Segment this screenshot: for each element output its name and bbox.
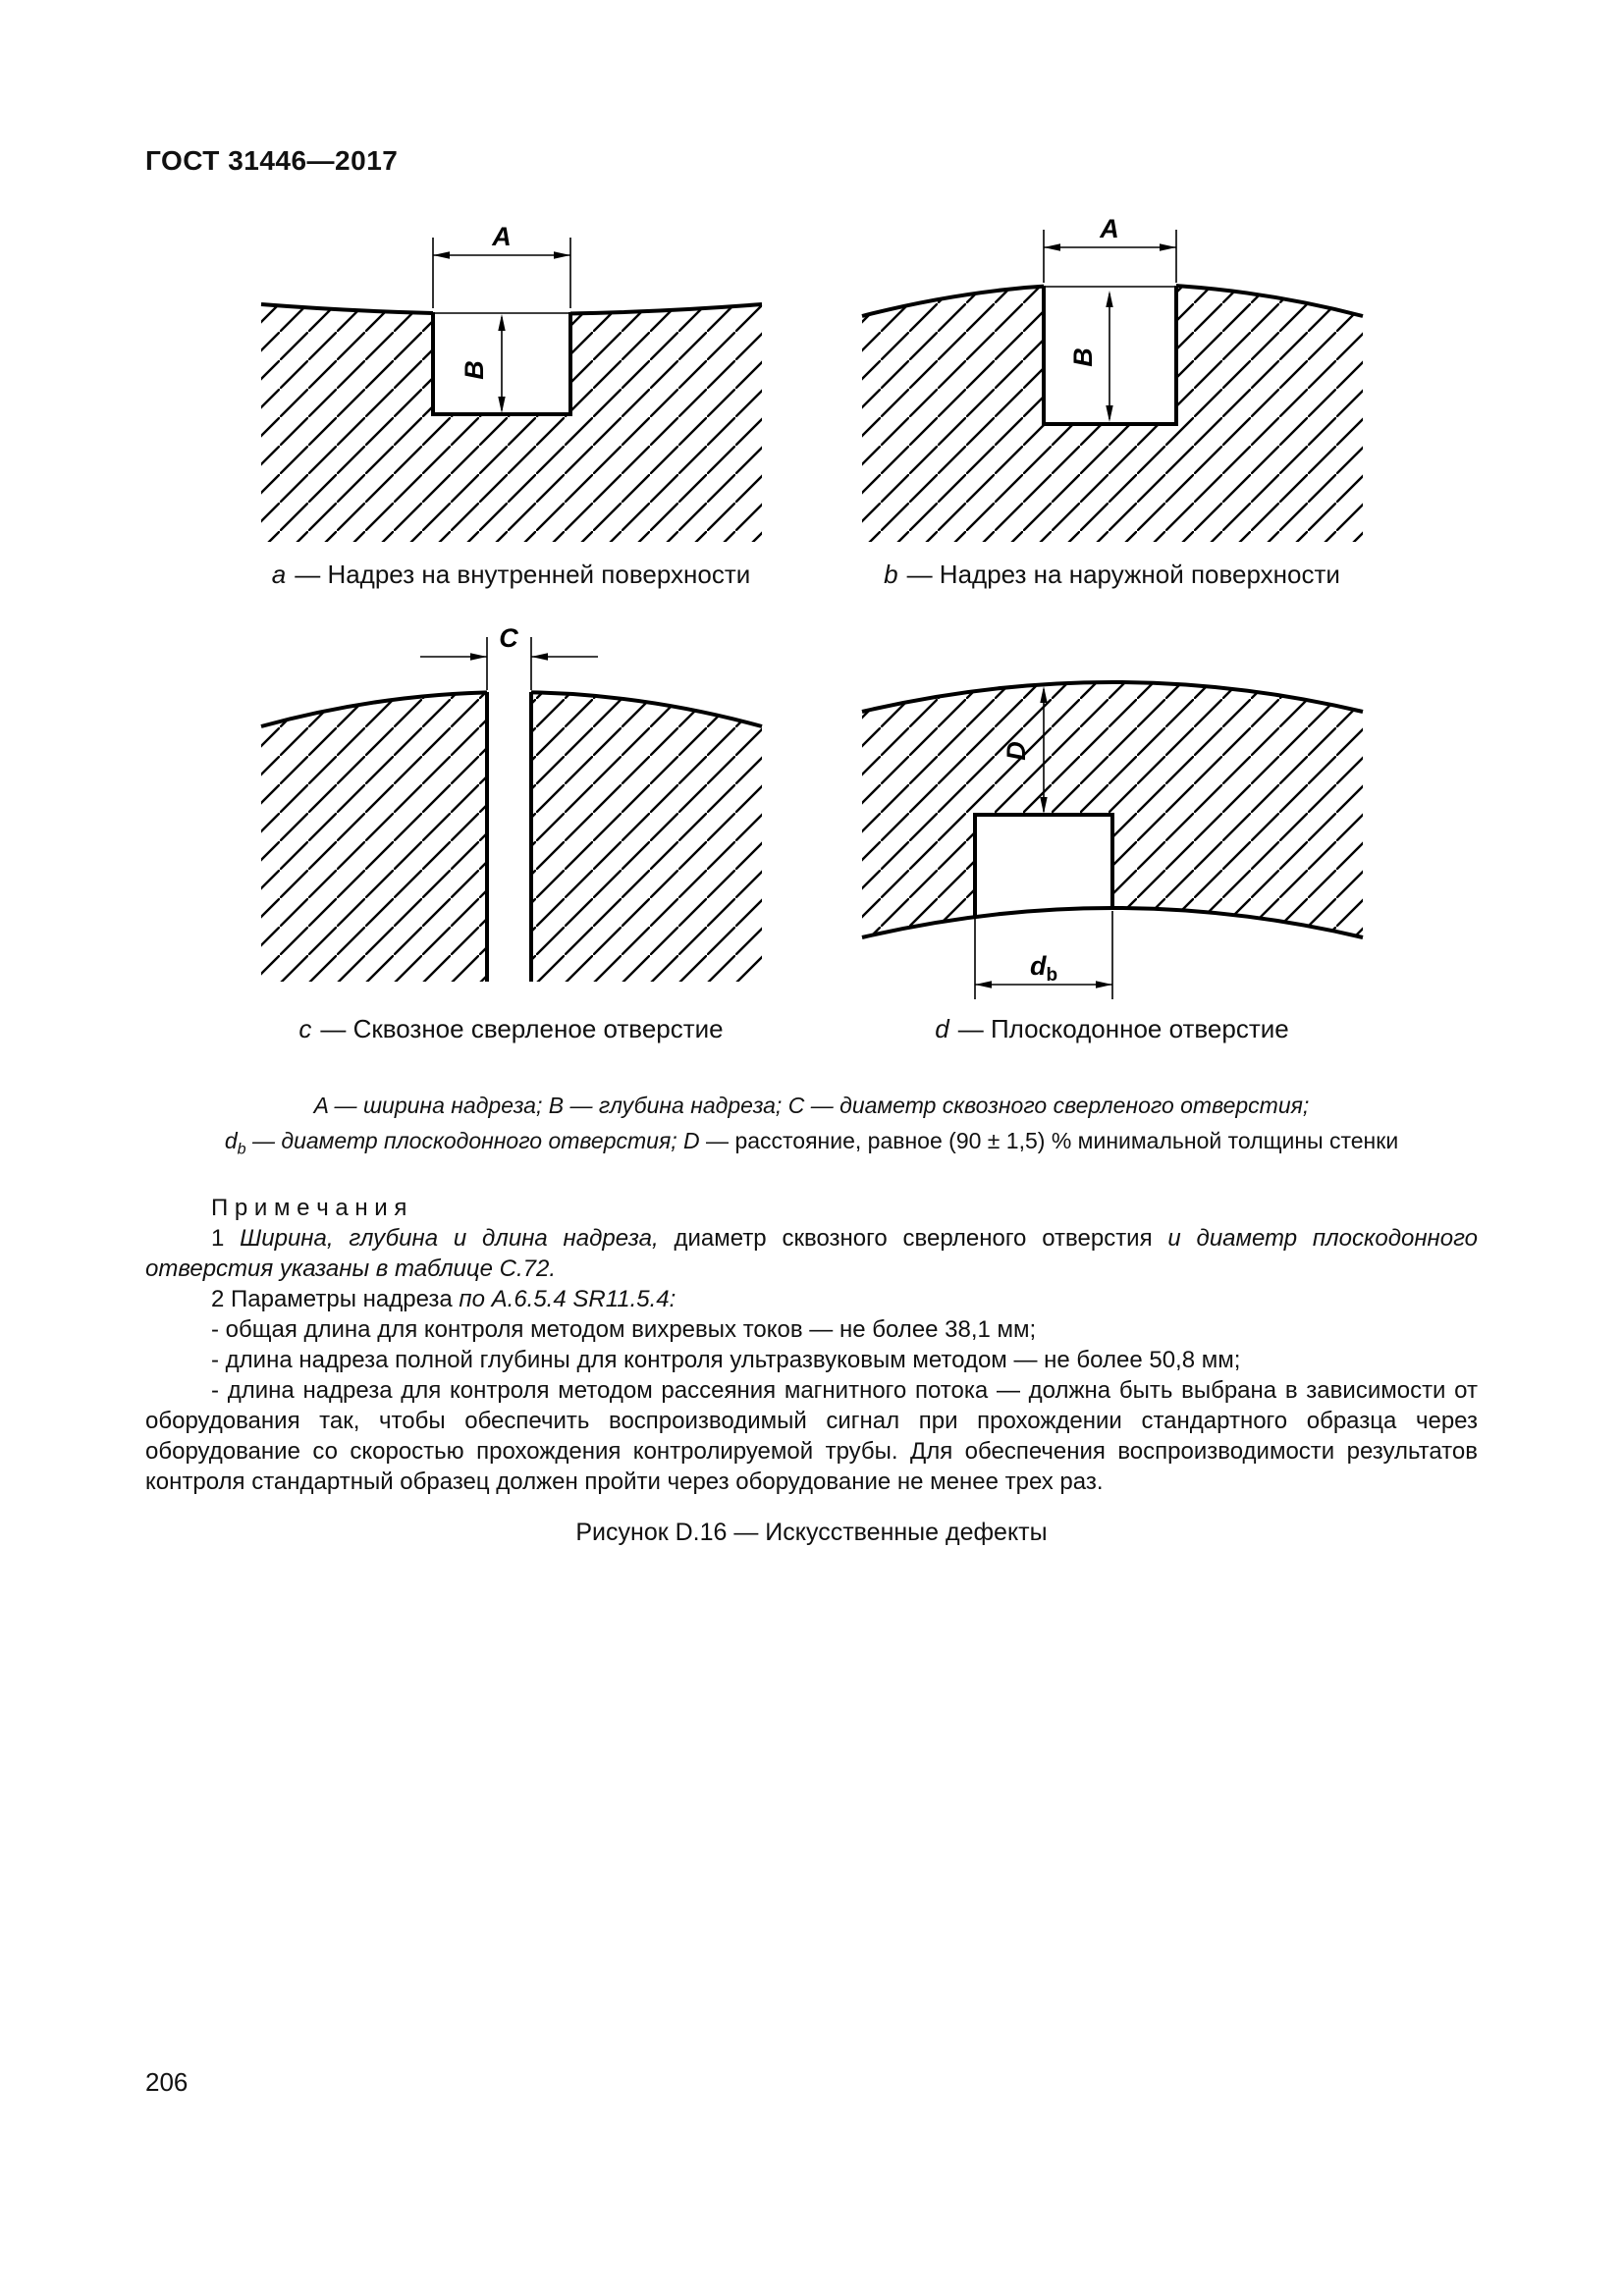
caption-d	[935, 1014, 1288, 1044]
legend-db-subscript: b	[237, 1140, 246, 1158]
arrowhead-left-icon	[975, 981, 992, 988]
note-1-number: 1	[211, 1224, 241, 1252]
note-2	[145, 1284, 1478, 1314]
diagram-a-internal-notch	[251, 218, 772, 552]
legend-db-symbol: d	[224, 1128, 238, 1153]
legend-d-definition: — расстояние, равное (90 ± 1,5) % минимальной толщины стенки	[699, 1128, 1399, 1153]
caption-c-letter: c	[298, 1014, 312, 1043]
page-number: 206	[145, 2067, 189, 2097]
doc-number: ГОСТ 31446—2017	[145, 145, 399, 176]
arrowhead-right-icon	[554, 251, 570, 259]
caption-a	[272, 560, 751, 590]
arrowhead-right-icon	[470, 653, 487, 661]
notes-block	[145, 1193, 1478, 1497]
figure-title: Рисунок D.16 — Искусственные дефекты	[575, 1518, 1048, 1546]
caption-b	[884, 560, 1340, 590]
caption-a-letter: a	[271, 560, 287, 589]
dim-diameter-label-sub: b	[1045, 965, 1057, 986]
dim-diameter-label: C	[498, 623, 518, 653]
caption-d-text: — Плоскодонное отверстие	[957, 1014, 1289, 1043]
legend-line-1-text: A — ширина надреза; B — глубина надреза; C — диаметр сквозного сверленого отверстия;	[313, 1093, 1310, 1118]
caption-c-text: — Сквозное сверленое отверстие	[320, 1014, 724, 1043]
diagram-c-through-hole	[251, 614, 772, 1006]
diagram-c-cell	[251, 614, 772, 1044]
dim-width-label: A	[491, 222, 512, 251]
legend-line-2	[0, 1123, 1623, 1167]
dim-depth-label: B	[1067, 347, 1098, 367]
caption-a-text: — Надрез на внутренней поверхности	[295, 560, 751, 589]
legend-d-symbol: D	[683, 1128, 700, 1153]
figures-row-2	[0, 614, 1623, 1044]
arrowhead-left-icon	[531, 653, 548, 661]
note-2-bullet-1: - общая длина для контроля методом вихревых токов — не более 38,1 мм;	[211, 1315, 1037, 1343]
dim-width-label: A	[1099, 218, 1119, 243]
dim-diameter-label	[1029, 951, 1056, 986]
hole-cavity	[487, 678, 531, 982]
diagram-d-flat-bottom-hole	[852, 614, 1373, 1006]
diagram-b-cell	[852, 218, 1373, 590]
arrowhead-left-icon	[1044, 243, 1060, 251]
figures-row-1	[0, 218, 1623, 590]
note-2-normal: Параметры надреза	[231, 1285, 460, 1312]
figure-legend	[0, 1088, 1623, 1167]
legend-line-1	[0, 1088, 1623, 1123]
caption-d-letter: d	[935, 1014, 949, 1043]
note-2-bullet-3: - длина надреза для контроля методом рассеяния магнитного потока — должна быть выбрана в зависимости от оборудования так, чтобы обеспечить воспроизводимый сигнал при прохождении стандартного образца через оборудование со скоростью прохождения контролируемой трубы. Для обеспечения воспроизводимости результатов контроля стандартный образец должен пройти через оборудование не менее трех раз.	[145, 1376, 1478, 1495]
legend-db-definition: — диаметр плоскодонного отверстия;	[245, 1128, 684, 1153]
figure-d16	[0, 218, 1623, 1547]
caption-b-text: — Надрез на наружной поверхности	[906, 560, 1340, 589]
arrowhead-left-icon	[433, 251, 450, 259]
note-1-italic-1: Ширина, глубина и длина надреза,	[240, 1224, 659, 1252]
diagram-b-external-notch	[852, 218, 1373, 552]
note-1-normal: диаметр сквозного сверленого отверстия	[658, 1224, 1168, 1252]
diagram-a-cell	[251, 218, 772, 590]
note-1	[145, 1223, 1478, 1284]
arrowhead-right-icon	[1160, 243, 1176, 251]
note-2-number: 2	[211, 1285, 232, 1312]
caption-b-letter: b	[884, 560, 898, 589]
note-1-italic-2: и диаметр плоскодонного отверстия указаны в таблице С.72.	[145, 1224, 1478, 1282]
notes-heading: П р и м е ч а н и я	[211, 1194, 407, 1221]
diagram-d-cell	[852, 614, 1373, 1044]
hole-cavity	[975, 815, 1112, 942]
dim-depth-label: B	[459, 360, 489, 380]
dim-diameter-label-main: d	[1029, 951, 1046, 981]
note-2-bullet-2: - длина надреза полной глубины для контроля ультразвуковым методом — не более 50,8 мм;	[211, 1346, 1241, 1373]
note-2-italic: по А.6.5.4 SR11.5.4:	[459, 1285, 676, 1312]
caption-c	[298, 1014, 723, 1044]
dim-depth-label: D	[1001, 741, 1031, 761]
arrowhead-right-icon	[1096, 981, 1112, 988]
